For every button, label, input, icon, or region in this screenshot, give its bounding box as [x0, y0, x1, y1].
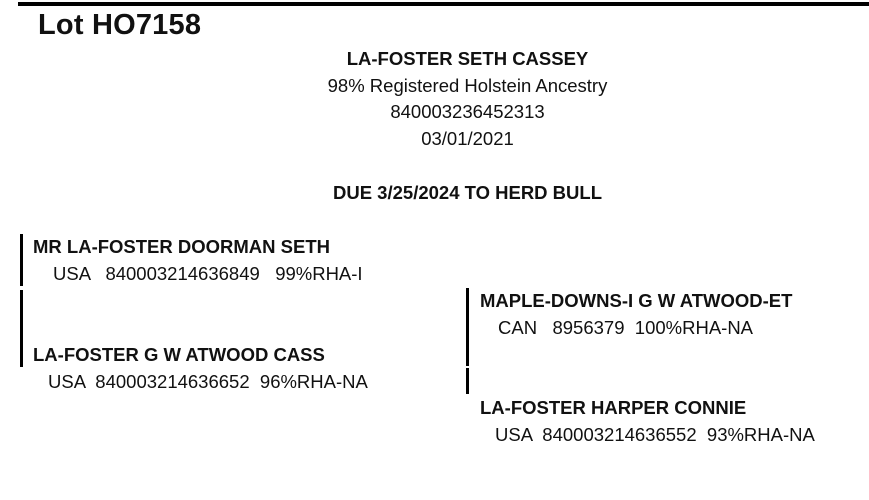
pedigree-bracket-right-top — [466, 288, 469, 366]
maternal-granddam-detail: USA 840003214636552 93%RHA-NA — [495, 424, 815, 445]
pedigree-bracket-left-bottom — [20, 290, 23, 367]
dam-detail: USA 840003214636652 96%RHA-NA — [48, 371, 368, 392]
due-date: DUE 3/25/2024 TO HERD BULL — [332, 182, 603, 203]
lot-title: Lot HO7158 — [38, 9, 202, 41]
pedigree-bracket-right-bottom — [466, 368, 469, 394]
animal-info — [0, 46, 869, 152]
maternal-granddam-name: LA-FOSTER HARPER CONNIE — [480, 397, 747, 418]
top-rule — [18, 2, 869, 6]
sire-detail: USA 840003214636849 99%RHA-I — [53, 263, 363, 284]
pedigree-bracket-left-top — [20, 234, 23, 286]
maternal-grandsire-name: MAPLE-DOWNS-I G W ATWOOD-ET — [480, 290, 793, 311]
maternal-grandsire-detail: CAN 8956379 100%RHA-NA — [498, 317, 754, 338]
animal-id: 840003236452313 — [390, 101, 545, 122]
animal-name: LA-FOSTER SETH CASSEY — [346, 48, 589, 69]
dam-name: LA-FOSTER G W ATWOOD CASS — [33, 344, 325, 365]
sire-name: MR LA-FOSTER DOORMAN SETH — [33, 236, 331, 257]
animal-ancestry: 98% Registered Holstein Ancestry — [327, 74, 608, 96]
animal-birth-date: 03/01/2021 — [421, 127, 514, 149]
